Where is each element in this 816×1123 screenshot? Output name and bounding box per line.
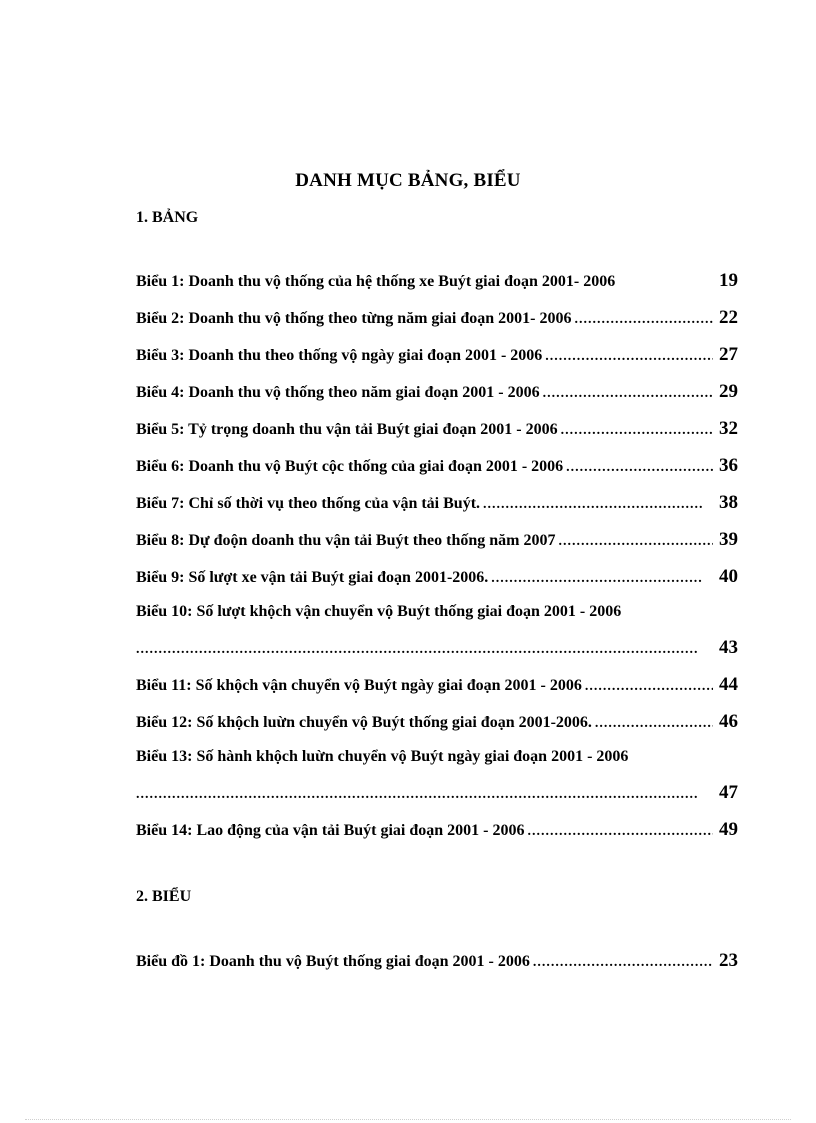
toc-entry-label: Biểu 7: Chỉ số thời vụ theo thống của vận tải Buýt. [136,495,481,512]
toc-entry-page: 43 [719,637,738,658]
toc-entry-14[interactable] [136,819,738,856]
toc-entry-label: Biểu 2: Doanh thu vộ thống theo từng năm giai đoạn 2001- 2006 [136,310,572,327]
toc-entry-page: 40 [719,566,738,587]
toc-entry-label: Biểu 11: Số khộch vận chuyển vộ Buýt ngày giai đoạn 2001 - 2006 [136,677,582,694]
toc-entry-page: 27 [719,344,738,365]
toc-entry-page: 46 [719,711,738,732]
toc-entry-label: Biểu 6: Doanh thu vộ Buýt cộc thống của giai đoạn 2001 - 2006 [136,458,564,475]
toc-entry-2[interactable] [136,307,738,344]
toc-entry-label: Biểu đồ 1: Doanh thu vộ Buýt thống giai đoạn 2001 - 2006 [136,953,530,970]
toc-entry-12[interactable] [136,711,738,748]
toc-leader-dots [483,497,702,513]
toc-entry-10[interactable] [136,603,738,674]
toc-entry-8[interactable] [136,529,738,566]
toc-entry-page: 22 [719,307,738,328]
toc-leader-dots [558,534,713,550]
toc-entry-page: 47 [719,782,738,803]
toc-entry-4[interactable] [136,381,738,418]
toc-entry-1[interactable] [136,270,738,307]
toc-leader-dots [533,955,713,971]
toc-entry-page: 38 [719,492,738,513]
toc-leader-dots [585,679,713,695]
toc-entry-5[interactable] [136,418,738,455]
toc-entry-page: 36 [719,455,738,476]
toc-entry-page: 32 [719,418,738,439]
toc-leader-dots [543,386,713,402]
toc-leader-dots [136,642,698,658]
toc-entry-13[interactable] [136,748,738,819]
toc-entry-label: Biểu 10: Số lượt khộch vận chuyển vộ Buýt thống giai đoạn 2001 - 2006 [136,603,622,620]
toc-leader-dots [136,787,698,803]
toc-leader-dots [566,460,713,476]
toc-entry-label: Biểu 3: Doanh thu theo thống vộ ngày giai đoạn 2001 - 2006 [136,347,543,364]
toc-entry-page: 19 [719,270,738,291]
toc-entry-label: Biểu 4: Doanh thu vộ thống theo năm giai đoạn 2001 - 2006 [136,384,540,401]
toc-entry-7[interactable] [136,492,738,529]
toc-entry-label: Biểu 1: Doanh thu vộ thống của hệ thống xe Buýt giai đoạn 2001- 2006 [136,273,616,290]
toc-entry-label: Biểu 13: Số hành khộch luừn chuyển vộ Buýt ngày giai đoạn 2001 - 2006 [136,748,629,765]
toc-leader-dots [528,824,714,840]
tables-section-heading: 1. BẢNG [136,209,199,226]
charts-toc-list [136,950,738,987]
toc-entry-label: Biểu 8: Dự đoộn doanh thu vận tải Buýt theo thống năm 2007 [136,532,556,549]
toc-entry-page: 29 [719,381,738,402]
toc-entry-label: Biểu 12: Số khộch luừn chuyển vộ Buýt thống giai đoạn 2001-2006. [136,714,592,731]
toc-leader-dots [545,349,713,365]
toc-entry-9[interactable] [136,566,738,603]
toc-entry-6[interactable] [136,455,738,492]
chart-toc-entry-1[interactable] [136,950,738,987]
toc-leader-dots [561,423,713,439]
toc-entry-label: Biểu 5: Tỷ trọng doanh thu vận tải Buýt giai đoạn 2001 - 2006 [136,421,558,438]
toc-entry-11[interactable] [136,674,738,711]
toc-entry-3[interactable] [136,344,738,381]
toc-entry-label: Biểu 14: Lao động của vận tải Buýt giai đoạn 2001 - 2006 [136,822,525,839]
toc-entry-page: 49 [719,819,738,840]
toc-entry-label: Biểu 9: Số lượt xe vận tải Buýt giai đoạn 2001-2006. [136,569,489,586]
toc-entry-page: 39 [719,529,738,550]
charts-section-heading: 2. BIỂU [136,888,192,905]
page-title: DANH MỤC BẢNG, BIỂU [295,170,521,191]
toc-entry-page: 44 [719,674,738,695]
toc-leader-dots [574,312,713,328]
toc-leader-dots [491,571,702,587]
toc-entry-page: 23 [719,950,738,971]
page-bottom-rule [25,1119,791,1120]
tables-toc-list [136,270,738,856]
toc-leader-dots [595,716,713,732]
